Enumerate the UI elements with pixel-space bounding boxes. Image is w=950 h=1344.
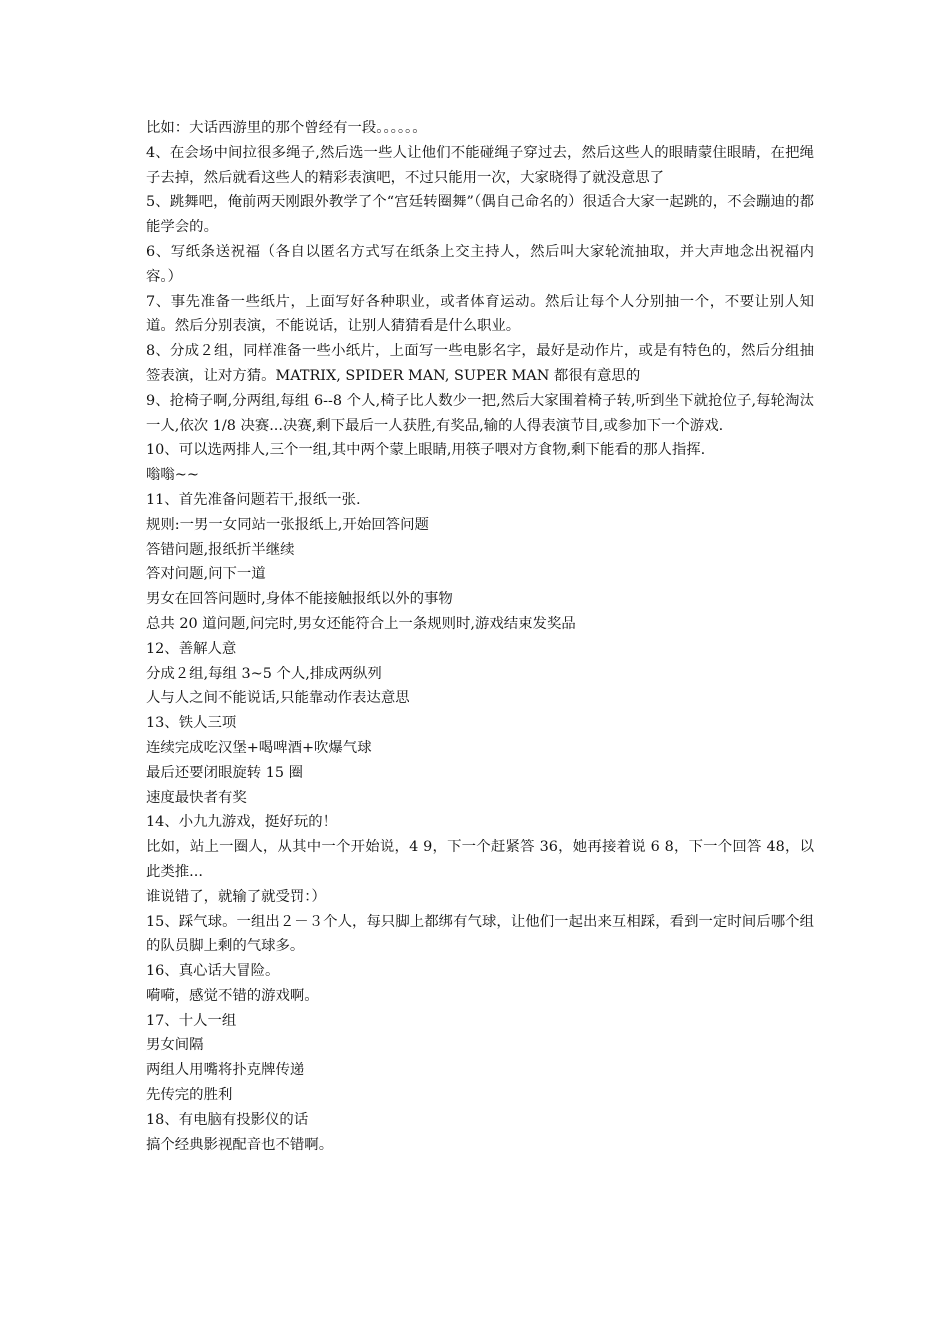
text-line: 规则:一男一女同站一张报纸上,开始回答问题 bbox=[146, 516, 429, 533]
paragraph-item-17: 17、十人一组 bbox=[146, 1012, 237, 1029]
text-line: 嗡嗡~~ bbox=[146, 467, 199, 484]
text-line: 总共 20 道问题,问完时,男女还能符合上一条规则时,游戏结束发奖品 bbox=[146, 615, 576, 632]
paragraph-item-10: 10、可以选两排人,三个一组,其中两个蒙上眼睛,用筷子喂对方食物,剩下能看的那人指挥. bbox=[146, 442, 706, 459]
paragraph-item-18: 18、有电脑有投影仪的话 bbox=[146, 1111, 309, 1128]
text-line: 男女在回答问题时,身体不能接触报纸以外的事物 bbox=[146, 591, 453, 608]
paragraph-item-6: 6、写纸条送祝福（各自以匿名方式写在纸条上交主持人，然后叫大家轮流抽取，并大声地念出祝福内容。） bbox=[146, 243, 814, 285]
text-line: 连续完成吃汉堡+喝啤酒+吹爆气球 bbox=[146, 739, 372, 756]
paragraph-item-5: 5、跳舞吧，俺前两天刚跟外教学了个“宫廷转圈舞”（偶自己命名的）很适合大家一起跳的，不会蹦迪的都能学会的。 bbox=[146, 194, 814, 236]
text-line: 谁说错了，就输了就受罚：） bbox=[146, 888, 326, 905]
paragraph-item-16: 16、真心话大冒险。 bbox=[146, 963, 280, 980]
text-line: 男女间隔 bbox=[146, 1037, 204, 1054]
text-line: 先传完的胜利 bbox=[146, 1087, 233, 1104]
text-line: 比如，站上一圈人，从其中一个开始说，4 9，下一个赶紧答 36，她再接着说 6 8，下一个回答 48，以此类推... bbox=[146, 839, 814, 880]
paragraph-item-13: 13、铁人三项 bbox=[146, 715, 237, 732]
paragraph-item-15: 15、踩气球。一组出２－３个人，每只脚上都绑有气球，让他们一起出来互相踩，看到一定时间后哪个组的队员脚上剩的气球多。 bbox=[146, 913, 814, 955]
paragraph-item-8: 8、分成２组，同样准备一些小纸片，上面写一些电影名字，最好是动作片，或是有特色的，然后分组抽签表演，让对方猜。MATRIX, SPIDER MAN, SUPER MAN 都很有意思的 bbox=[146, 343, 814, 384]
paragraph-item-14: 14、小九九游戏，挺好玩的！ bbox=[146, 814, 337, 831]
paragraph-item-12: 12、善解人意 bbox=[146, 640, 237, 657]
text-line: 答错问题,报纸折半继续 bbox=[146, 541, 295, 558]
paragraph-item-11: 11、首先准备问题若干,报纸一张. bbox=[146, 491, 361, 508]
text-line: 两组人用嘴将扑克牌传递 bbox=[146, 1062, 305, 1079]
text-line: 速度最快者有奖 bbox=[146, 789, 247, 806]
text-line: 最后还要闭眼旋转 15 圈 bbox=[146, 764, 303, 781]
text-line: 分成２组,每组 3~5 个人,排成两纵列 bbox=[146, 665, 382, 682]
document-body bbox=[146, 116, 814, 1157]
text-line: 嗬嗬，感觉不错的游戏啊。 bbox=[146, 987, 319, 1004]
text-line: 搞个经典影视配音也不错啊。 bbox=[146, 1136, 334, 1153]
text-line-intro-example: 比如：大话西游里的那个曾经有一段。。。。。。 bbox=[146, 120, 427, 136]
text-line: 答对问题,问下一道 bbox=[146, 566, 266, 583]
paragraph-item-4: 4、在会场中间拉很多绳子,然后选一些人让他们不能碰绳子穿过去，然后这些人的眼睛蒙住眼睛，在把绳子去掉，然后就看这些人的精彩表演吧，不过只能用一次，大家晓得了就没意思了 bbox=[146, 144, 814, 186]
text-line: 人与人之间不能说话,只能靠动作表达意思 bbox=[146, 690, 410, 707]
paragraph-item-9: 9、抢椅子啊,分两组,每组 6--8 个人,椅子比人数少一把,然后大家围着椅子转,听到坐下就抢位子,每轮淘汰一人,依次 1/8 决赛...决赛,剩下最后一人获胜,有奖品,输的人得表演节目,或参加下一个游戏. bbox=[146, 392, 814, 434]
paragraph-item-7: 7、事先准备一些纸片，上面写好各种职业，或者体育运动。然后让每个人分别抽一个，不要让别人知道。然后分别表演，不能说话，让别人猜猜看是什么职业。 bbox=[146, 293, 814, 335]
